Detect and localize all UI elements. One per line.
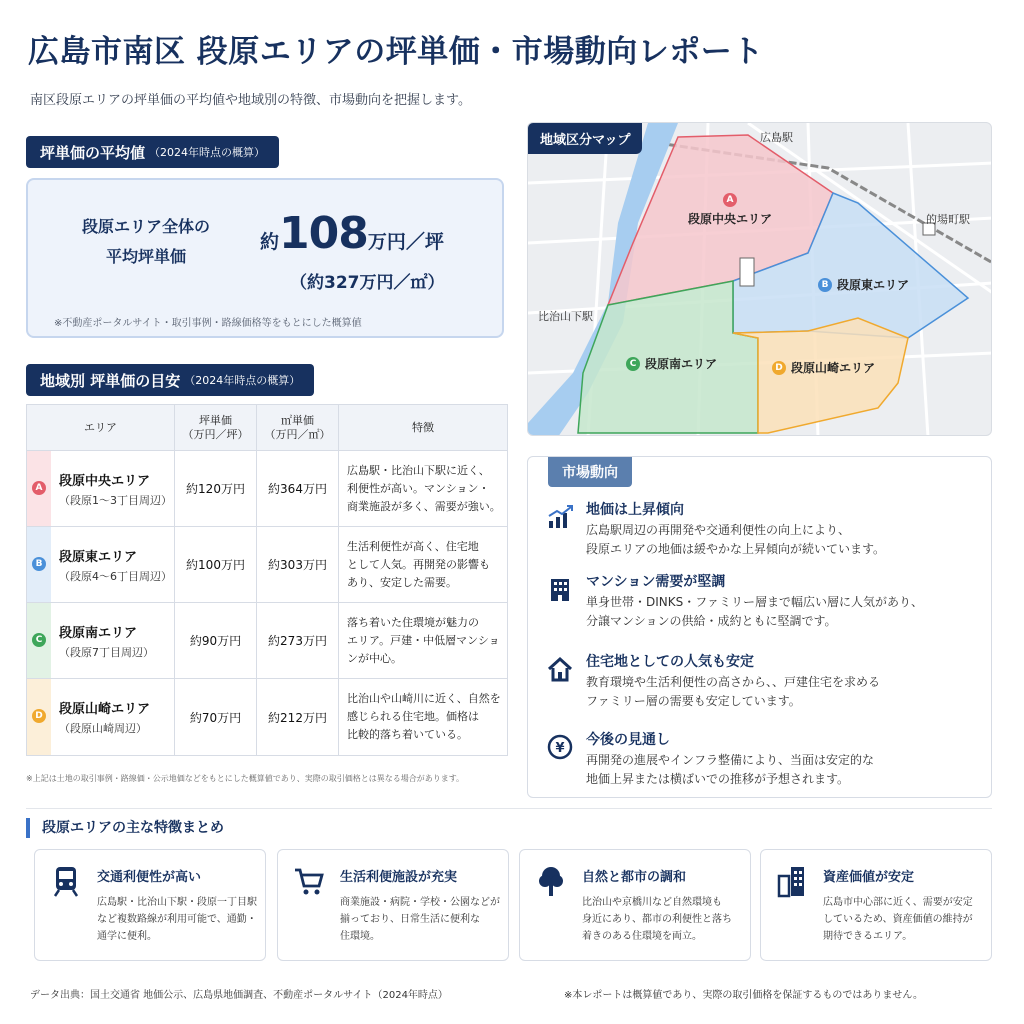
market-item-line1: 再開発の進展やインフラ整備により、当面は安定的な <box>586 753 875 767</box>
svg-text:¥: ¥ <box>555 741 565 756</box>
tree-icon <box>534 864 568 898</box>
area-cell <box>27 679 175 755</box>
card-line1: 商業施設・病院・学校・公園などが <box>340 897 500 908</box>
header-area: エリア <box>27 405 175 450</box>
feature-l3: ンが中心。 <box>347 651 402 665</box>
table-note: ※上記は土地の取引事例・路線価・公示地価などをもとにした概算値であり、実際の取引価格とは異なる場合があります。 <box>26 774 465 783</box>
card-text <box>582 894 732 945</box>
station-matoba: 的場町駅 <box>926 213 970 226</box>
market-item-text <box>586 593 923 631</box>
market-item-line2: 地価上昇または横ばいでの推移が予想されます。 <box>586 772 850 786</box>
map-badge-d: D <box>772 361 786 375</box>
map-area-d: 段原山崎エリア <box>791 361 876 375</box>
summary-card <box>277 849 509 961</box>
card-title: 資産価値が安定 <box>823 870 915 885</box>
area-badge: A <box>32 481 46 495</box>
card-line2: しているため、資産価値の維持が <box>823 914 973 925</box>
regional-tag-label: 地域別 坪単価の目安 <box>40 371 181 390</box>
average-prefix: 約 <box>260 231 280 253</box>
map-label-d <box>772 359 875 376</box>
feature-l1: 落ち着いた住環境が魅力の <box>347 615 479 629</box>
regional-section-tag <box>26 364 314 396</box>
average-price-value <box>260 208 444 259</box>
feature-cell <box>339 451 507 526</box>
feature-l1: 比治山や山崎川に近く、自然を <box>347 692 501 705</box>
card-line3: 着きのある住環境を両立。 <box>582 931 702 942</box>
map-label-b <box>818 276 909 293</box>
summary-card <box>760 849 992 961</box>
sqm-cell: 約273万円 <box>257 603 339 678</box>
rising-chart-icon <box>546 503 574 531</box>
average-label-line1: 段原エリア全体の <box>81 217 210 236</box>
feature-cell <box>339 527 507 602</box>
card-line3: 住環境。 <box>340 931 380 942</box>
feature-cell <box>339 603 507 678</box>
footer-disclaimer: ※本レポートは概算値であり、実際の取引価格を保証するものではありません。 <box>564 990 923 1001</box>
tsubo-cell: 約120万円 <box>175 451 257 526</box>
feature-l1: 生活利便性が高く、住宅地 <box>347 539 479 553</box>
area-name: 段原中央エリア <box>59 473 151 489</box>
header-sqm <box>257 405 339 450</box>
market-item-title: 今後の見通し <box>586 732 670 748</box>
average-tag-label: 坪単価の平均値 <box>40 143 146 162</box>
summary-title: 段原エリアの主な特徴まとめ <box>26 818 224 838</box>
market-trends-panel <box>527 456 992 798</box>
average-tag-note: （2024年時点の概算） <box>149 146 266 159</box>
feature-l2: 感じられる住宅地。価格は <box>347 710 479 723</box>
card-title: 自然と都市の調和 <box>582 870 687 885</box>
page-subtitle: 南区段原エリアの坪単価の平均値や地域別の特徴、市場動向を把握します。 <box>30 93 471 108</box>
area-badge: C <box>32 633 46 647</box>
table-row <box>27 603 507 679</box>
card-line1: 広島駅・比治山下駅・段原一丁目駅 <box>97 897 257 908</box>
average-unit: 万円／坪 <box>367 231 444 253</box>
market-item-line2: 分譲マンションの供給・成約ともに堅調です。 <box>586 614 837 628</box>
map-tag: 地域区分マップ <box>528 123 642 154</box>
feature-l3: あり、安定した需要。 <box>347 575 457 589</box>
feature-l1: 広島駅・比治山下駅に近く、 <box>347 463 490 477</box>
sqm-cell: 約364万円 <box>257 451 339 526</box>
header-sqm-l1: ㎡単価 <box>281 413 314 427</box>
map-area-c: 段原南エリア <box>645 357 718 371</box>
feature-l3: 商業施設が多く、需要が強い。 <box>347 499 501 513</box>
market-item-title: 地価は上昇傾向 <box>586 502 684 518</box>
area-cell <box>27 603 175 678</box>
feature-l2: 利便性が高い。マンション・ <box>347 481 490 495</box>
card-text <box>97 894 257 945</box>
regional-tag-note: （2024年時点の概算） <box>184 374 301 387</box>
market-item-line2: ファミリー層の需要も安定しています。 <box>586 694 801 708</box>
area-name: 段原南エリア <box>59 625 138 641</box>
feature-l2: エリア。戸建・中低層マンショ <box>347 633 500 647</box>
header-tsubo <box>175 405 257 450</box>
area-cell <box>27 451 175 526</box>
area-cell <box>27 527 175 602</box>
market-item-text <box>586 521 885 559</box>
market-item-text <box>586 751 874 789</box>
section-divider <box>26 808 992 809</box>
station-marker <box>740 258 754 286</box>
card-line1: 広島市中心部に近く、需要が安定 <box>823 897 973 908</box>
tsubo-cell: 約90万円 <box>175 603 257 678</box>
area-name: 段原東エリア <box>59 549 138 565</box>
feature-l2: として人気。再開発の影響も <box>347 557 490 571</box>
train-icon <box>49 864 83 898</box>
table-row <box>27 451 507 527</box>
map-area-a: 段原中央エリア <box>688 212 773 226</box>
average-sqm-value: （約327万円／㎡） <box>290 273 445 293</box>
average-number: 108 <box>279 208 368 259</box>
area-badge: D <box>32 709 46 723</box>
header-feature: 特徴 <box>412 420 434 434</box>
house-icon <box>546 655 574 683</box>
tsubo-cell: 約70万円 <box>175 679 257 755</box>
market-item-line1: 広島駅周辺の再開発や交通利便性の向上により、 <box>586 523 851 537</box>
yen-coin-icon <box>546 733 574 761</box>
card-line3: 期待できるエリア。 <box>823 931 913 942</box>
building-icon <box>546 575 574 603</box>
station-hijiyama: 比治山下駅 <box>538 310 593 323</box>
card-line1: 比治山や京橋川など自然環境も <box>582 897 722 908</box>
table-row <box>27 527 507 603</box>
map-label-c <box>626 355 717 372</box>
header-tsubo-l1: 坪単価 <box>199 413 232 427</box>
station-hiroshima: 広島駅 <box>760 131 793 144</box>
buildings-icon <box>775 864 809 898</box>
card-line3: 通学に便利。 <box>97 931 157 942</box>
table-row <box>27 679 507 755</box>
table-header-row <box>27 405 507 451</box>
market-item-line1: 単身世帯・DINKS・ファミリー層まで幅広い層に人気があり、 <box>586 595 924 609</box>
card-line2: 身近にあり、都市の利便性と落ち <box>582 914 732 925</box>
header-tsubo-l2: （万円／坪） <box>182 427 249 441</box>
market-item-title: マンション需要が堅調 <box>586 574 726 590</box>
feature-l3: 比較的落ち着いている。 <box>347 728 468 741</box>
area-sub: （段原1〜3丁目周辺） <box>59 493 172 507</box>
summary-card <box>34 849 266 961</box>
map-badge-b: B <box>818 278 832 292</box>
card-line2: など複数路線が利用可能で、通勤・ <box>97 914 257 925</box>
map-area-b: 段原東エリア <box>837 278 910 292</box>
market-item-text <box>586 673 880 711</box>
header-sqm-l2: （万円／㎡） <box>264 427 331 441</box>
map-badge-c: C <box>626 357 640 371</box>
regional-price-table <box>26 404 508 756</box>
market-tag: 市場動向 <box>548 457 632 487</box>
summary-card <box>519 849 751 961</box>
sqm-cell: 約212万円 <box>257 679 339 755</box>
area-sub: （段原山崎周辺） <box>59 722 147 735</box>
map-graphic <box>528 123 992 436</box>
tsubo-cell: 約100万円 <box>175 527 257 602</box>
average-section-tag <box>26 136 279 168</box>
area-sub: （段原7丁目周辺） <box>59 645 154 659</box>
average-label-line2: 平均坪単価 <box>105 247 186 266</box>
area-name: 段原山崎エリア <box>59 702 151 717</box>
market-item-line1: 教育環境や生活利便性の高さから、、戸建住宅を求める <box>586 675 881 689</box>
card-title: 交通利便性が高い <box>97 870 202 885</box>
area-sub: （段原4〜6丁目周辺） <box>59 569 172 583</box>
feature-cell <box>339 679 507 755</box>
page-title: 広島市南区 段原エリアの坪単価・市場動向レポート <box>28 34 764 70</box>
shopping-cart-icon <box>292 864 326 898</box>
card-text <box>823 894 973 945</box>
map-badge-a: A <box>723 193 737 207</box>
area-badge: B <box>32 557 46 571</box>
sqm-cell: 約303万円 <box>257 527 339 602</box>
card-text <box>340 894 500 945</box>
card-line2: 揃っており、日常生活に便利な <box>340 914 480 925</box>
market-item-title: 住宅地としての人気も安定 <box>586 654 754 670</box>
area-map <box>527 122 992 436</box>
card-title: 生活利便施設が充実 <box>340 870 458 885</box>
average-price-box <box>26 178 504 338</box>
map-label-a <box>688 193 772 227</box>
average-label <box>56 212 236 272</box>
average-note: ※不動産ポータルサイト・取引事例・路線価格等をもとにした概算値 <box>54 318 362 329</box>
footer-source: データ出典：国土交通省 地価公示、広島県地価調査、不動産ポータルサイト（2024年時点） <box>30 990 448 1001</box>
market-item-line2: 段原エリアの地価は緩やかな上昇傾向が続いています。 <box>586 542 886 556</box>
